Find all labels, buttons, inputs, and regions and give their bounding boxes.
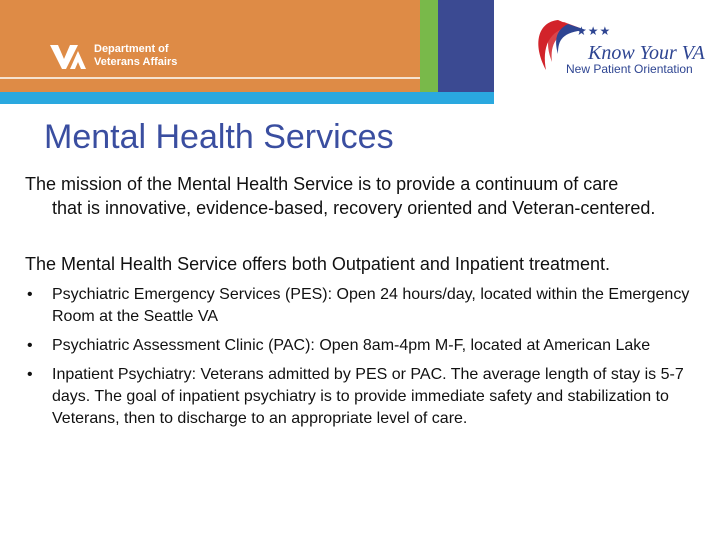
list-item-text: Psychiatric Emergency Services (PES): Open 24 hours/day, located within the Emergency Room at the Seattle VA bbox=[52, 286, 690, 325]
list-item-inpatient bbox=[27, 364, 697, 430]
header-blue-stripe bbox=[438, 0, 494, 92]
va-logo bbox=[48, 40, 208, 72]
know-your-va-logo bbox=[528, 14, 716, 84]
header-green-stripe bbox=[420, 0, 438, 92]
header-cyan-bar bbox=[0, 92, 494, 104]
va-wordmark bbox=[94, 43, 177, 69]
bullet-icon: • bbox=[27, 286, 33, 303]
treatment-paragraph: The Mental Health Service offers both Outpatient and Inpatient treatment. bbox=[25, 254, 611, 274]
header-divider bbox=[0, 77, 420, 79]
stars-icon: ★★★ bbox=[576, 24, 612, 38]
mission-paragraph bbox=[25, 172, 695, 220]
bullet-icon: • bbox=[27, 337, 33, 354]
page-title: Mental Health Services bbox=[44, 118, 394, 156]
va-seal-icon bbox=[48, 41, 88, 71]
list-item-text: Psychiatric Assessment Clinic (PAC): Open 8am-4pm M-F, located at American Lake bbox=[52, 337, 651, 354]
services-list bbox=[27, 284, 697, 437]
va-wordmark-line1: Department of bbox=[94, 43, 169, 55]
mission-first-line: The mission of the Mental Health Service is to provide a continuum of care bbox=[25, 174, 619, 194]
brand-title: Know Your VA bbox=[588, 42, 705, 64]
list-item-text: Inpatient Psychiatry: Veterans admitted by PES or PAC. The average length of stay is 5-7 days. The goal of inpatient psychiatry is to provide immediate safety and stabilization to Veterans, then to discharge to an appropriate level of care. bbox=[52, 366, 684, 427]
list-item-pac bbox=[27, 335, 697, 357]
list-item-pes bbox=[27, 284, 697, 328]
va-wordmark-line2: Veterans Affairs bbox=[94, 56, 178, 68]
mission-continuation: that is innovative, evidence-based, recovery oriented and Veteran-centered. bbox=[52, 198, 656, 218]
brand-subtitle: New Patient Orientation bbox=[566, 62, 693, 76]
bullet-icon: • bbox=[27, 366, 33, 383]
